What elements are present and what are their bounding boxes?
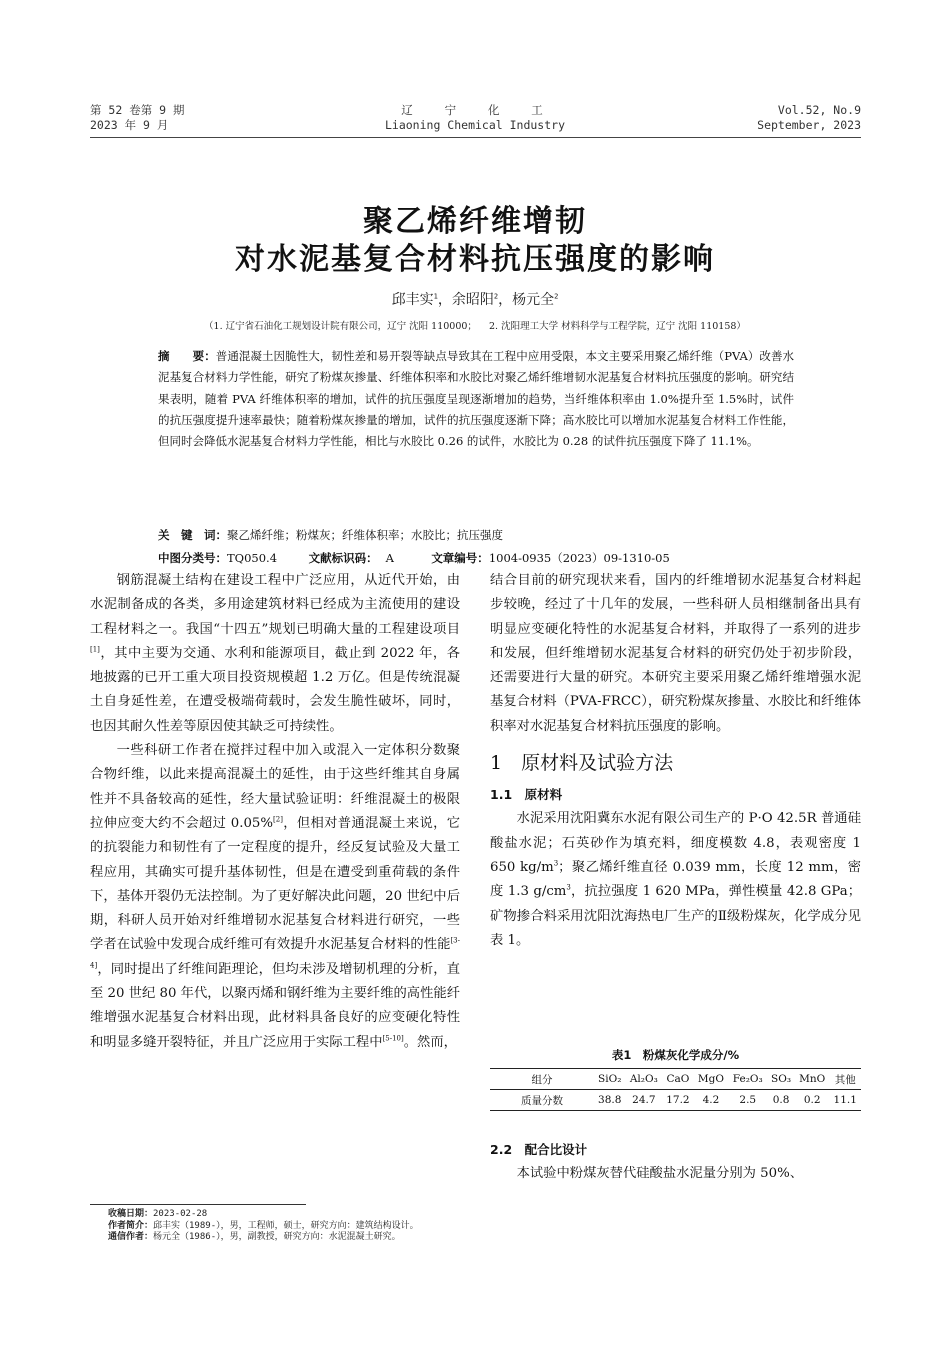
data-table — [490, 1068, 861, 1111]
paragraph-text: ；聚乙烯纤维直径 0.039 mm，长度 12 mm，密度 1.3 g/cm — [490, 859, 862, 900]
volume-number: Vol.52, No.9 — [777, 103, 861, 117]
paragraph-text: 一些科研工作者在搅拌过程中加入或混入一定体积分数聚合物纤维，以此来提高混凝土的延性，由于这些纤维其自身属性并不具备较高的延性，经大量试验证明：纤维混凝土的极限拉伸应变大约不会超过 0.05% — [90, 743, 460, 831]
corresponding-author-label: 通信作者： — [108, 1232, 154, 1242]
table-header-cell: Fe₂O₃ — [732, 1073, 763, 1085]
table-header-cell: Al₂O₃ — [629, 1073, 658, 1085]
abstract — [158, 346, 794, 452]
author-affiliation-mark: 1 — [433, 292, 438, 301]
table-cell: 24.7 — [632, 1094, 656, 1106]
footnote-rule — [90, 1204, 306, 1205]
table-cell: 17.2 — [666, 1094, 690, 1106]
table-row-label: 质量分数 — [521, 1094, 563, 1107]
table-header-cell: SiO₂ — [598, 1073, 622, 1085]
classification-line — [158, 549, 794, 567]
author-name: 杨元全 — [512, 292, 555, 308]
article-number-label: 文章编号： — [431, 551, 489, 565]
left-column — [90, 569, 460, 1055]
table-header-cell: CaO — [666, 1073, 690, 1085]
abstract-text: 普通混凝土因脆性大，韧性差和易开裂等缺点导致其在工程中应用受限，本文主要采用聚乙烯纤维（PVA）改善水泥基复合材料力学性能，研究了粉煤灰掺量、纤维体积率和水胶比对聚乙烯纤维增韧水泥基复合材料抗压强度的影响。研究结果表明，随着 PVA 纤维体积率的增加，试件的抗压强度呈现逐渐增加的趋势，当纤维体积率由 1.0%提升至 1.5%时，试件的抗压强度提升速率最快；随着粉煤灰掺量的增加，试件的抗压强度逐渐下降；高水胶比可以增加水泥基复合材料工作性能，但同时会降低水泥基复合材料力学性能，相比与水胶比 0.26 的试件，水胶比为 0.28 的试件抗压强度下降了 11.1%。 — [158, 349, 795, 449]
keywords-label: 关 键 词： — [158, 528, 227, 542]
table-row — [490, 1090, 861, 1111]
mix-design-section — [490, 1138, 865, 1187]
keywords-text: 聚乙烯纤维；粉煤灰；纤维体积率；水胶比；抗压强度 — [227, 528, 503, 542]
table-header-cell: 组分 — [531, 1073, 553, 1086]
keywords-line — [158, 526, 794, 544]
clc-label: 中图分类号： — [158, 551, 227, 565]
section-heading: 1 原材料及试验方法 — [490, 752, 674, 775]
author-bio: 邱丰实（1989-），男，工程师，硕士，研究方向：建筑结构设计。 — [153, 1220, 419, 1231]
journal-issue-info — [90, 103, 184, 133]
paragraph-text: ，抗拉强度 1 620 MPa，弹性模量 42.8 GPa；矿物掺合料采用沈阳沈海热电厂生产的Ⅱ级粉煤灰，化学成分见表 1。 — [490, 884, 861, 948]
table-cell: 38.8 — [598, 1094, 622, 1106]
paper-title-line2: 对水泥基复合材料抗压强度的影响 — [235, 242, 715, 277]
journal-name-en: Liaoning Chemical Industry — [384, 118, 565, 132]
paragraph-text: 。然而， — [403, 1034, 457, 1050]
author-affiliation-mark: 2 — [554, 292, 559, 301]
paragraph-text: ，其中主要为交通、水利和能源项目，截止到 2022 年，各地披露的已开工重大项目投资规模超 1.2 万亿。但是传统混凝土自身延性差，在遭受极端荷载时，会发生脆性破坏，同时，也因其耐久性差等原因使其缺乏可持续性。 — [90, 645, 460, 734]
clc-value: TQ050.4 — [227, 551, 278, 565]
issue-date: 2023 年 9 月 — [90, 118, 169, 132]
paper-metadata — [158, 526, 794, 567]
table-cell: 4.2 — [702, 1094, 720, 1106]
author-separator: ， — [498, 292, 513, 308]
citation-ref[interactable]: [5-10] — [382, 1034, 404, 1043]
subsection-heading: 1.1 原材料 — [490, 787, 563, 803]
table-header-cell: SO₃ — [771, 1073, 792, 1085]
table-header-cell: MnO — [799, 1073, 826, 1085]
journal-name-cn: 辽 宁 化 工 — [401, 103, 549, 117]
affiliations: （1. 辽宁省石油化工规划设计院有限公司，辽宁 沈阳 110000； 2. 沈阳理工大学 材料科学与工程学院，辽宁 沈阳 110158） — [204, 321, 746, 332]
issue-month: September, 2023 — [757, 118, 861, 132]
author-list — [0, 289, 950, 309]
right-column — [490, 569, 861, 953]
received-date: 2023-02-28 — [153, 1209, 208, 1219]
corresponding-author-line — [108, 1232, 419, 1244]
paragraph-text: ，同时提出了纤维间距理论，但均未涉及增韧机理的分析，直至 20 世纪 80 年代，以聚丙烯和钢纤维为主要纤维的高性能纤维增强水泥基复合材料出现，此材料具备良好的应变硬化特性和明显多缝开裂特征，并且广泛应用于实际工程中 — [90, 961, 460, 1050]
subsection-heading: 2.2 配合比设计 — [490, 1142, 588, 1157]
citation-ref[interactable]: [3-4] — [90, 937, 460, 970]
superscript: 3 — [566, 883, 571, 892]
author-bio-line — [108, 1221, 419, 1233]
footnote — [108, 1209, 419, 1244]
corresponding-author: 杨元全（1986-），男，副教授，研究方向：水泥混凝土研究。 — [153, 1232, 401, 1242]
paragraph-text: 水泥采用沈阳冀东水泥有限公司生产的 P·O 42.5R 普通硅酸盐水泥；石英砂作为填充料，细度模数 4.8，表观密度 1 650 kg/m — [490, 811, 861, 875]
table-caption: 表1 粉煤灰化学成分/% — [611, 1048, 740, 1062]
paper-title-line1: 聚乙烯纤维增韧 — [363, 204, 587, 239]
article-number-value: 1004-0935（2023）09-1310-05 — [488, 551, 670, 565]
table-cell: 0.2 — [803, 1094, 821, 1106]
citation-ref[interactable]: [2] — [273, 815, 283, 824]
paragraph — [90, 569, 460, 739]
paragraph: 结合目前的研究现状来看，国内的纤维增韧水泥基复合材料起步较晚，经过了十几年的发展，一些科研人员相继制备出具有明显应变硬化特性的水泥基复合材料，并取得了一系列的进步和发展，但纤维增韧水泥基复合材料的研究仍处于初步阶段，还需要进行大量的研究。本研究主要采用聚乙烯纤维增强水泥基复合材料（PVA-FRCC），研究粉煤灰掺量、水胶比和纤维体积率对水泥基复合材料抗压强度的影响。 — [490, 573, 861, 734]
paragraph-text: 钢筋混凝土结构在建设工程中广泛应用，从近代开始，由水泥制备成的各类，多用途建筑材料已经成为主流使用的建设工程材料之一。我国“十四五”规划已明确大量的工程建设项目 — [90, 573, 460, 637]
paragraph-text: ，但相对普通混凝土来说，它的抗裂能力和韧性有了一定程度的提升，经反复试验及大量工程应用，其确实可提升基体韧性，但是在遭受到重荷载的条件下，基体开裂仍无法控制。为了更好解决此问题，20 世纪中后期，科研人员开始对纤维增韧水泥基复合材料进行研究，一些学者在试验中发现合成纤维可有效提升水泥基复合材料的性能 — [90, 815, 461, 953]
table-header-row — [490, 1069, 861, 1090]
paragraph — [90, 739, 460, 1055]
received-label: 收稿日期： — [108, 1209, 154, 1219]
paragraph — [490, 807, 861, 953]
superscript: 3 — [553, 859, 559, 868]
table-header-cell: 其他 — [834, 1073, 856, 1086]
received-date-line — [108, 1209, 419, 1221]
journal-issue-info-en — [757, 103, 861, 133]
author-affiliation-mark: 2 — [493, 292, 499, 301]
citation-ref[interactable]: [1] — [90, 645, 100, 654]
author-separator: ， — [437, 292, 452, 308]
table-cell: 11.1 — [833, 1094, 857, 1106]
volume-issue: 第 52 卷第 9 期 — [90, 103, 185, 117]
doc-code-value: A — [385, 551, 394, 565]
table-container — [490, 1068, 861, 1111]
doc-code-label: 文献标识码： — [308, 551, 378, 565]
paragraph: 本试验中粉煤灰替代硅酸盐水泥量分别为 50%、 — [516, 1166, 804, 1182]
author-name: 余昭阳 — [451, 292, 494, 308]
table-cell: 0.8 — [772, 1094, 790, 1106]
table-header-cell: MgO — [697, 1073, 724, 1085]
author-name: 邱丰实 — [391, 292, 434, 308]
abstract-label: 摘 要： — [158, 349, 216, 363]
author-bio-label: 作者简介： — [108, 1220, 154, 1231]
header-rule — [90, 137, 861, 138]
table-cell: 2.5 — [739, 1094, 757, 1106]
journal-name-block — [300, 103, 650, 133]
